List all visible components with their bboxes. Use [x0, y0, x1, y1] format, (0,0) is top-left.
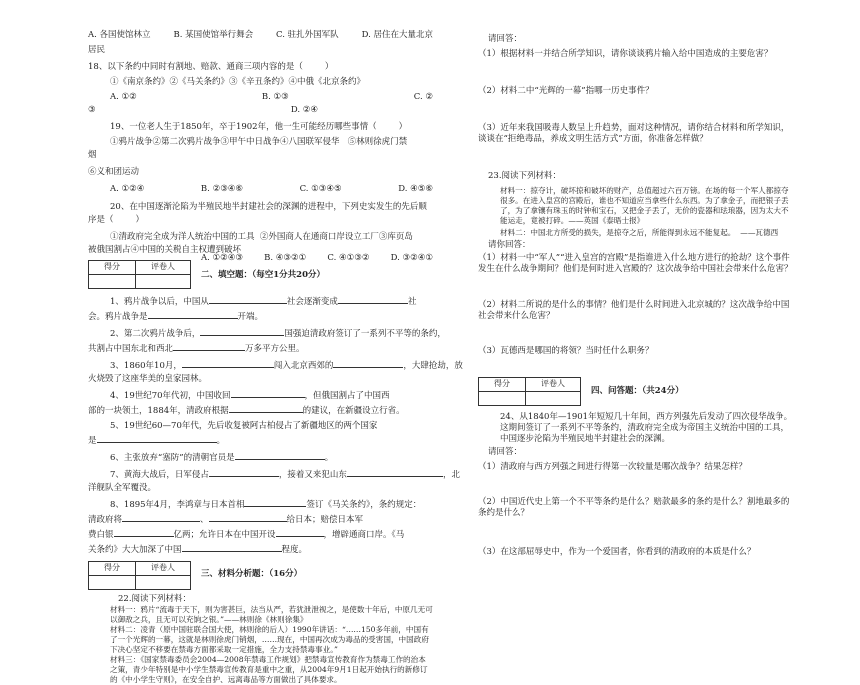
- q17-option-b: B. 某国使馆举行舞会: [173, 30, 254, 40]
- q19-option-d: D. ④⑤⑥: [398, 184, 433, 195]
- grader-cell[interactable]: [136, 274, 191, 288]
- q22-question-3: （3）近年来我国吸毒人数呈上升趋势，面对这种情况，请你结合材料和所学知识，谈谈在“拒绝毒品，养成文明生活方式”方面，你准备怎样做？: [478, 123, 790, 145]
- q17-option-d: D. 居住在大量北京: [361, 30, 433, 40]
- q20-options: [201, 253, 433, 264]
- q24-question-3: （3）在这部屈辱史中，作为一个爱国者，你看到的清政府的本质是什么？: [478, 546, 756, 557]
- q18-options: [88, 92, 433, 103]
- blank[interactable]: [209, 295, 287, 304]
- q23-material-2: 材料二：中国北方所受的损失，是掠夺之后，所能得到永远不能复起。 ——瓦德西: [500, 228, 779, 238]
- section-2-title: 二、填空题：（每空1分共20分）: [201, 270, 325, 281]
- blank[interactable]: [231, 389, 305, 398]
- fill-3-line-1: 3、1860年10月， 闯入北京西郊的 ，大肆抢劫，放: [110, 360, 463, 371]
- q19-items-2: ⑥义和团运动: [88, 167, 140, 178]
- q18-option-a: A. ①②: [110, 92, 137, 103]
- q19-option-b: B. ②③④⑥: [200, 184, 244, 195]
- q22-material-2: 材料二：凌青（原中国驻联合国大使，林则徐的后人）1990年讲话：“……150多年前，中国有了一个光辉的一幕，这就是林则徐虎门销烟，……现在，中国再次成为毒品的受害国，中国政府下决心坚定不移要在禁毒方面都采取一定措施，全力支持禁毒事业。”: [110, 624, 429, 654]
- q18-option-c: C. ②: [413, 92, 433, 103]
- q20-items-2: 被俄国割占④中国的关税自主权遭到破坏: [88, 244, 242, 255]
- fill-8-line-3: 费白银 亿两；允许日本在中国开设 ，增辟通商口岸。《马: [88, 530, 405, 541]
- score-box-sec2: [88, 260, 191, 289]
- fill-2-line-2: 共割占中国东北和西北 万多平方公里。: [88, 343, 305, 354]
- q17-option-c: C. 驻扎外国军队: [276, 30, 339, 40]
- q23-material-1: 材料一：掠夺计，破坏掠和破坏的财产，总值超过六百万镑。在场的每一个军人都掠夺很多。在进入皇宫的宫殿后，谁也不知道应当拿些什么东西。为了拿金子，而把银子丢了，为了拿镶有珠玉的时钟和宝石，又把金子丢了，无价的瓷器和珐琅器，因为太大不能运走，竟被打碎。——英国《泰晤士报》: [500, 186, 789, 226]
- q17-continuation: 居民: [88, 45, 106, 56]
- q24-stem: 24、从1840年—1901年短短几十年间，西方列强先后发动了四次侵华战争。这期间签订了一系列不平等条约，清政府完全成为帝国主义统治中国的工具，中国逐步沦陷为半殖民地半封建社会的深渊。: [500, 411, 793, 444]
- fill-5-line-2: 是 。: [88, 436, 226, 447]
- left-column: [88, 30, 463, 685]
- blank[interactable]: [148, 310, 238, 319]
- q20-option-b: B. ④③②①: [264, 253, 307, 264]
- score-cell[interactable]: [479, 391, 526, 405]
- fill-8-line-1: 8、1895年4月，李鸿章与日本首相 签订《马关条约》，条约规定：: [110, 500, 422, 511]
- q24-question-2: （2）中国近代史上第一个不平等条约是什么？赔款最多的条约是什么？割地最多的条约是什么？: [478, 496, 790, 518]
- fill-8-line-4: 关条约》大大加深了中国 程度。: [88, 545, 308, 556]
- grader-label: 评卷人: [136, 561, 191, 575]
- right-column: [478, 30, 796, 558]
- q18-stem: 18、以下条约中同时有割地、赔款、通商三项内容的是（ ）: [88, 62, 334, 73]
- blank[interactable]: [173, 342, 245, 351]
- grader-cell[interactable]: [526, 391, 581, 405]
- fill-8-line-2: 清政府将 、 给日本；赔偿日本军: [88, 515, 364, 526]
- q19-items-1c: 烟: [88, 150, 97, 161]
- q19-options: [88, 184, 433, 195]
- fill-1-line-1: 1、鸦片战争以后，中国从 社会逐渐变成 社: [110, 296, 417, 307]
- q17-option-a: A. 各国使馆林立: [88, 30, 151, 40]
- score-cell[interactable]: [89, 274, 136, 288]
- q20-option-c: C. ④①③②: [327, 253, 370, 264]
- q20-stem: 20、在中国逐渐沦陷为半殖民地半封建社会的深渊的进程中，下列史实发生的先后顺: [110, 201, 427, 212]
- blank[interactable]: [244, 498, 306, 507]
- q23-question-3: （3）瓦德西是哪国的将领？当时任什么职务？: [478, 345, 654, 356]
- blank[interactable]: [122, 513, 200, 522]
- blank[interactable]: [338, 295, 408, 304]
- blank[interactable]: [200, 327, 284, 336]
- blank[interactable]: [182, 359, 274, 368]
- q23-question-2: （2）材料二所说的是什么的事情？他们是什么时间进入北京城的？这次战争给中国社会带来什么危害？: [478, 299, 790, 321]
- blank[interactable]: [229, 404, 303, 413]
- q17-options: [88, 30, 433, 41]
- blank[interactable]: [182, 543, 282, 552]
- fill-7-line-2: 洋舰队全军覆没。: [88, 483, 157, 494]
- grader-cell[interactable]: [136, 575, 191, 589]
- q18-option-d: D. ②④: [290, 105, 318, 116]
- q18-options-cont: [88, 105, 433, 116]
- fill-6: 6、主张放弃“塞防”的清朝官员是 。: [110, 453, 334, 464]
- ask-label-24: 请回答：: [488, 446, 523, 457]
- blank[interactable]: [209, 468, 279, 477]
- fill-1-line-2: 会。鸦片战争是 开端。: [88, 311, 264, 322]
- blank[interactable]: [97, 434, 217, 443]
- q20-items-1: ①清政府完全成为洋人统治中国的工具 ②外国商人在通商口岸设立工厂③库页岛: [110, 231, 413, 242]
- section-3-title: 三、材料分析题：（16分）: [201, 569, 303, 580]
- q23-question-1: （1）材料一中“军人”“进入皇宫的宫殿”是指谁进入什么地方进行的抢劫？这个事件发生在什么战争期间？他们是何时进入宫殿的？这次战争给中国社会带来什么危害？: [478, 253, 793, 275]
- q20-option-a: A. ①②④③: [201, 253, 244, 264]
- q18-items: ①《南京条约》②《马关条约》③《辛丑条约》④中俄《北京条约》: [110, 77, 366, 88]
- grader-label: 评卷人: [136, 260, 191, 274]
- q22-material-1: 材料一：鸦片“流毒于天下，则为害甚巨，法当从严，若犹泄泄视之，是使数十年后，中原几无可以御敌之兵，且无可以充饷之银。”——林则徐《林则徐集》: [110, 604, 433, 624]
- q18-option-cont-a: ③: [88, 105, 96, 116]
- q20-option-d: D. ③②④①: [390, 253, 433, 264]
- q24-question-1: （1）清政府与西方列强之间进行得第一次较量是哪次战争？结果怎样？: [478, 461, 747, 472]
- q22-question-1: （1）根据材料一并结合所学知识，请你谈谈鸦片输入给中国造成的主要危害？: [478, 49, 773, 60]
- q20-stem-2: 序是（ ）: [88, 214, 145, 225]
- fill-4-line-1: 4、19世纪70年代初，中国收回 ，但俄国割占了中国西: [110, 390, 390, 401]
- score-box-row-1: [88, 253, 433, 289]
- score-label: 得分: [479, 377, 526, 391]
- grader-label: 评卷人: [526, 377, 581, 391]
- q22-question-2: （2）材料二中“光辉的一幕”指哪一历史事件？: [478, 86, 654, 97]
- fill-3-line-2: 火烧毁了这座华美的皇家园林。: [88, 373, 208, 384]
- fill-2-line-1: 2、第二次鸦片战争后， 国强迫清政府签订了一系列不平等的条约，: [110, 328, 446, 339]
- q19-items-1: ①鸦片战争②第二次鸦片战争③甲午中日战争④八国联军侵华 ⑤林则徐虎门禁: [110, 137, 408, 148]
- q19-option-c: C. ①③④⑤: [299, 184, 342, 195]
- blank[interactable]: [209, 513, 287, 522]
- q19-stem: 19、一位老人生于1850年，卒于1902年，他一生可能经历哪些事情（ ）: [110, 122, 408, 133]
- fill-5-line-1: 5、19世纪60—70年代，先后收复被阿古柏侵占了新疆地区的两个国家: [110, 421, 378, 432]
- score-box-row-2: [88, 561, 433, 590]
- fill-4-line-2: 部的一块领土，1884年，清政府根据 的建议，在新疆设立行省。: [88, 406, 405, 417]
- q22-stem: 22.阅读下列材料：: [118, 593, 192, 604]
- section-4-title: 四、问答题：（共24分）: [591, 385, 684, 396]
- score-box-sec3: [88, 561, 191, 590]
- q23-stem: 23.阅读下列材料：: [488, 171, 562, 182]
- ask-label-22: 请回答：: [488, 34, 523, 44]
- q18-option-b: B. ①③: [261, 92, 289, 103]
- ask-label-23: 请你回答：: [488, 240, 531, 251]
- blank[interactable]: [235, 451, 325, 460]
- score-label: 得分: [89, 260, 136, 274]
- score-box-row-3: [478, 377, 796, 406]
- blank[interactable]: [114, 528, 174, 537]
- score-box-sec4: [478, 377, 581, 406]
- q22-material-3: 材料三：《国家禁毒委员会2004—2008年禁毒工作规划》把禁毒宣传教育作为禁毒工作的治本之策，青少年特别是中小学生禁毒宣传教育是重中之重，从2004年9月1日起开始执行的新修订的《中小学生守则》，在安全自护、远离毒品等方面做出了具体要求。: [110, 654, 428, 684]
- fill-7-line-1: 7、黄海大战后，日军侵占 ，接着又来犯山东 ，北: [110, 470, 460, 481]
- blank[interactable]: [276, 528, 324, 537]
- q19-option-a: A. ①②④: [110, 184, 145, 195]
- blank[interactable]: [333, 359, 403, 368]
- score-cell[interactable]: [89, 575, 136, 589]
- blank[interactable]: [347, 468, 443, 477]
- score-label: 得分: [89, 561, 136, 575]
